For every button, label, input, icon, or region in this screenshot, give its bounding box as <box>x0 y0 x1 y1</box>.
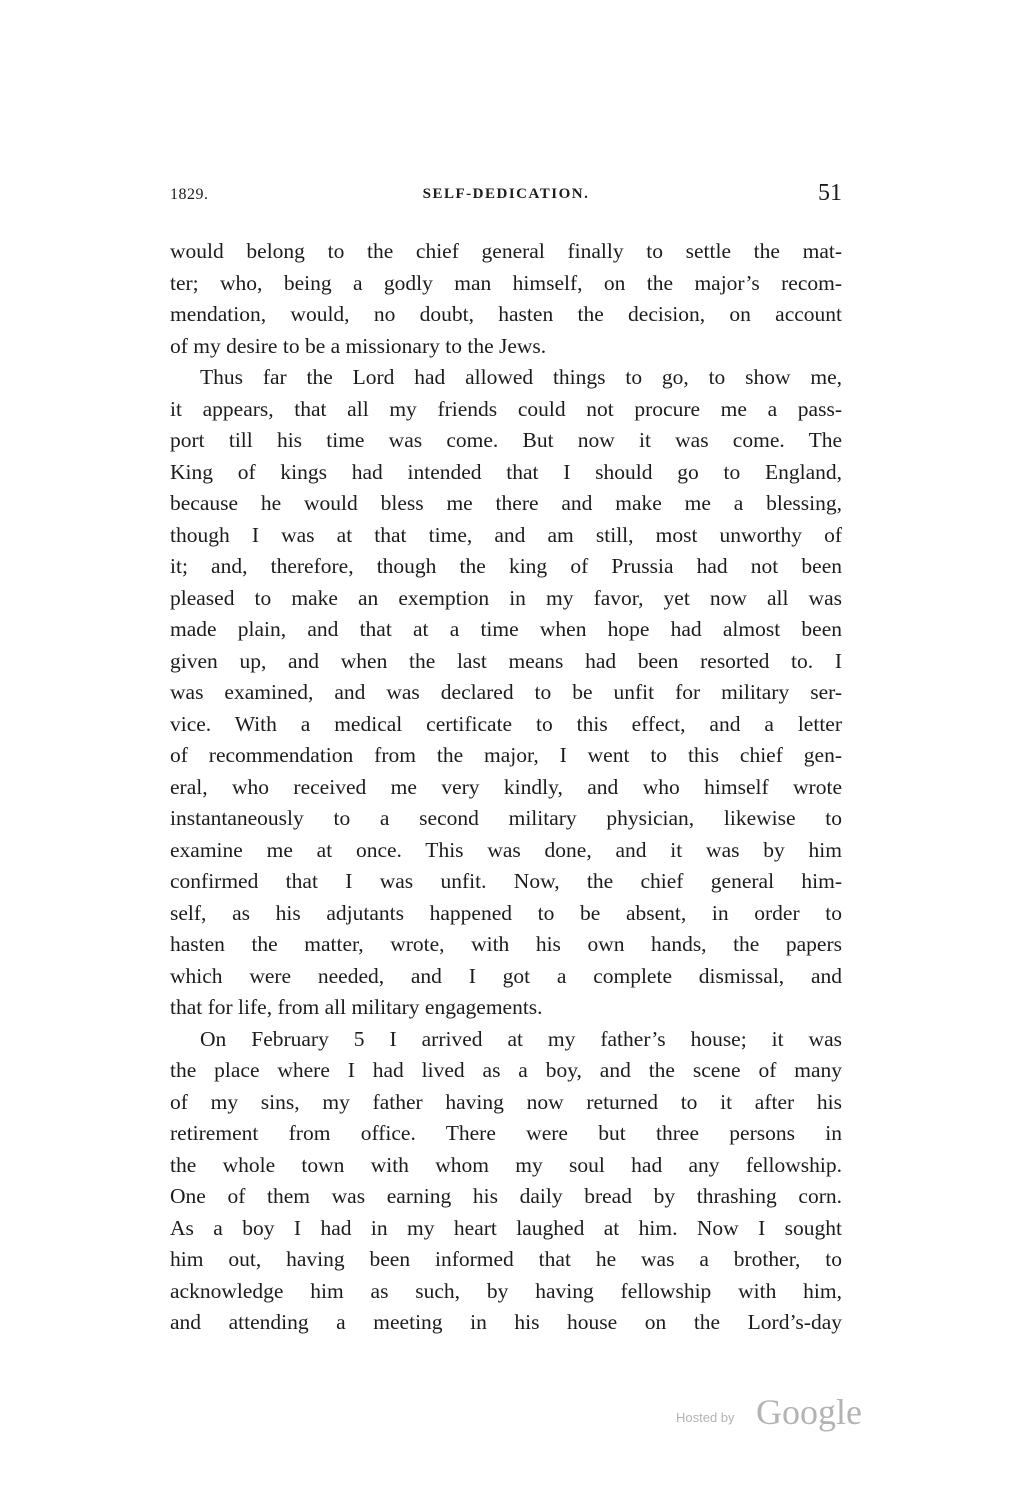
text-line: would belong to the chief general finally to settle the mat- <box>170 239 842 263</box>
text-line: King of kings had intended that I should go to England, <box>170 459 842 484</box>
text-line: because he would bless me there and make me a blessing, <box>170 491 842 515</box>
text-line: that for life, from all military engagements. <box>170 995 543 1019</box>
text-line: and attending a meeting in his house on the Lord’s-day <box>170 1310 842 1334</box>
google-logo: Google <box>756 1392 862 1432</box>
text-line: instantaneously to a second military physician, likewise to <box>170 806 842 830</box>
text-line: hasten the matter, wrote, with his own hands, the papers <box>170 932 842 956</box>
text-line: examine me at once. This was done, and it was by him <box>170 837 842 862</box>
page-number: 51 <box>818 180 842 206</box>
text-line: On February 5 I arrived at my father’s house; it was <box>200 1026 842 1051</box>
running-header <box>170 180 842 214</box>
text-line: port till his time was come. But now it was come. The <box>170 428 842 452</box>
body-text <box>170 236 842 1339</box>
header-year: 1829. <box>170 186 209 203</box>
text-line: One of them was earning his daily bread by thrashing corn. <box>170 1184 842 1208</box>
text-line: given up, and when the last means had been resorted to. I <box>170 648 842 673</box>
hosted-by-label: Hosted by <box>676 1410 735 1425</box>
text-line: self, as his adjutants happened to be absent, in order to <box>170 900 842 925</box>
text-line: him out, having been informed that he was a brother, to <box>170 1247 842 1271</box>
chapter-title: SELF-DEDICATION. <box>422 186 590 202</box>
text-line: which were needed, and I got a complete dismissal, and <box>170 963 842 988</box>
text-line: of my desire to be a missionary to the Jews. <box>170 333 547 358</box>
text-line: the whole town with whom my soul had any fellowship. <box>170 1152 842 1177</box>
text-line: it; and, therefore, though the king of Prussia had not been <box>170 554 842 578</box>
text-line: the place where I had lived as a boy, and the scene of many <box>170 1058 842 1082</box>
text-line: eral, who received me very kindly, and who himself wrote <box>170 774 842 799</box>
text-line: acknowledge him as such, by having fellowship with him, <box>170 1278 842 1303</box>
text-line: Thus far the Lord had allowed things to go, to show me, <box>200 365 842 389</box>
text-line: vice. With a medical certificate to this effect, and a letter <box>170 711 842 736</box>
text-line: ter; who, being a godly man himself, on the major’s recom- <box>170 270 842 295</box>
text-line: confirmed that I was unfit. Now, the chief general him- <box>170 869 842 893</box>
text-line: of my sins, my father having now returned to it after his <box>170 1089 842 1114</box>
text-line: pleased to make an exemption in my favor, yet now all was <box>170 585 842 610</box>
text-line: mendation, would, no doubt, hasten the decision, on account <box>170 302 842 326</box>
text-line: though I was at that time, and am still, most unworthy of <box>170 522 842 547</box>
text-line: of recommendation from the major, I went to this chief gen- <box>170 743 842 767</box>
text-line: it appears, that all my friends could not procure me a pass- <box>170 396 842 421</box>
text-line: retirement from office. There were but three persons in <box>170 1121 842 1145</box>
text-line: was examined, and was declared to be unfit for military ser- <box>170 680 842 704</box>
text-line: made plain, and that at a time when hope had almost been <box>170 617 842 641</box>
text-line: As a boy I had in my heart laughed at him. Now I sought <box>170 1215 842 1240</box>
